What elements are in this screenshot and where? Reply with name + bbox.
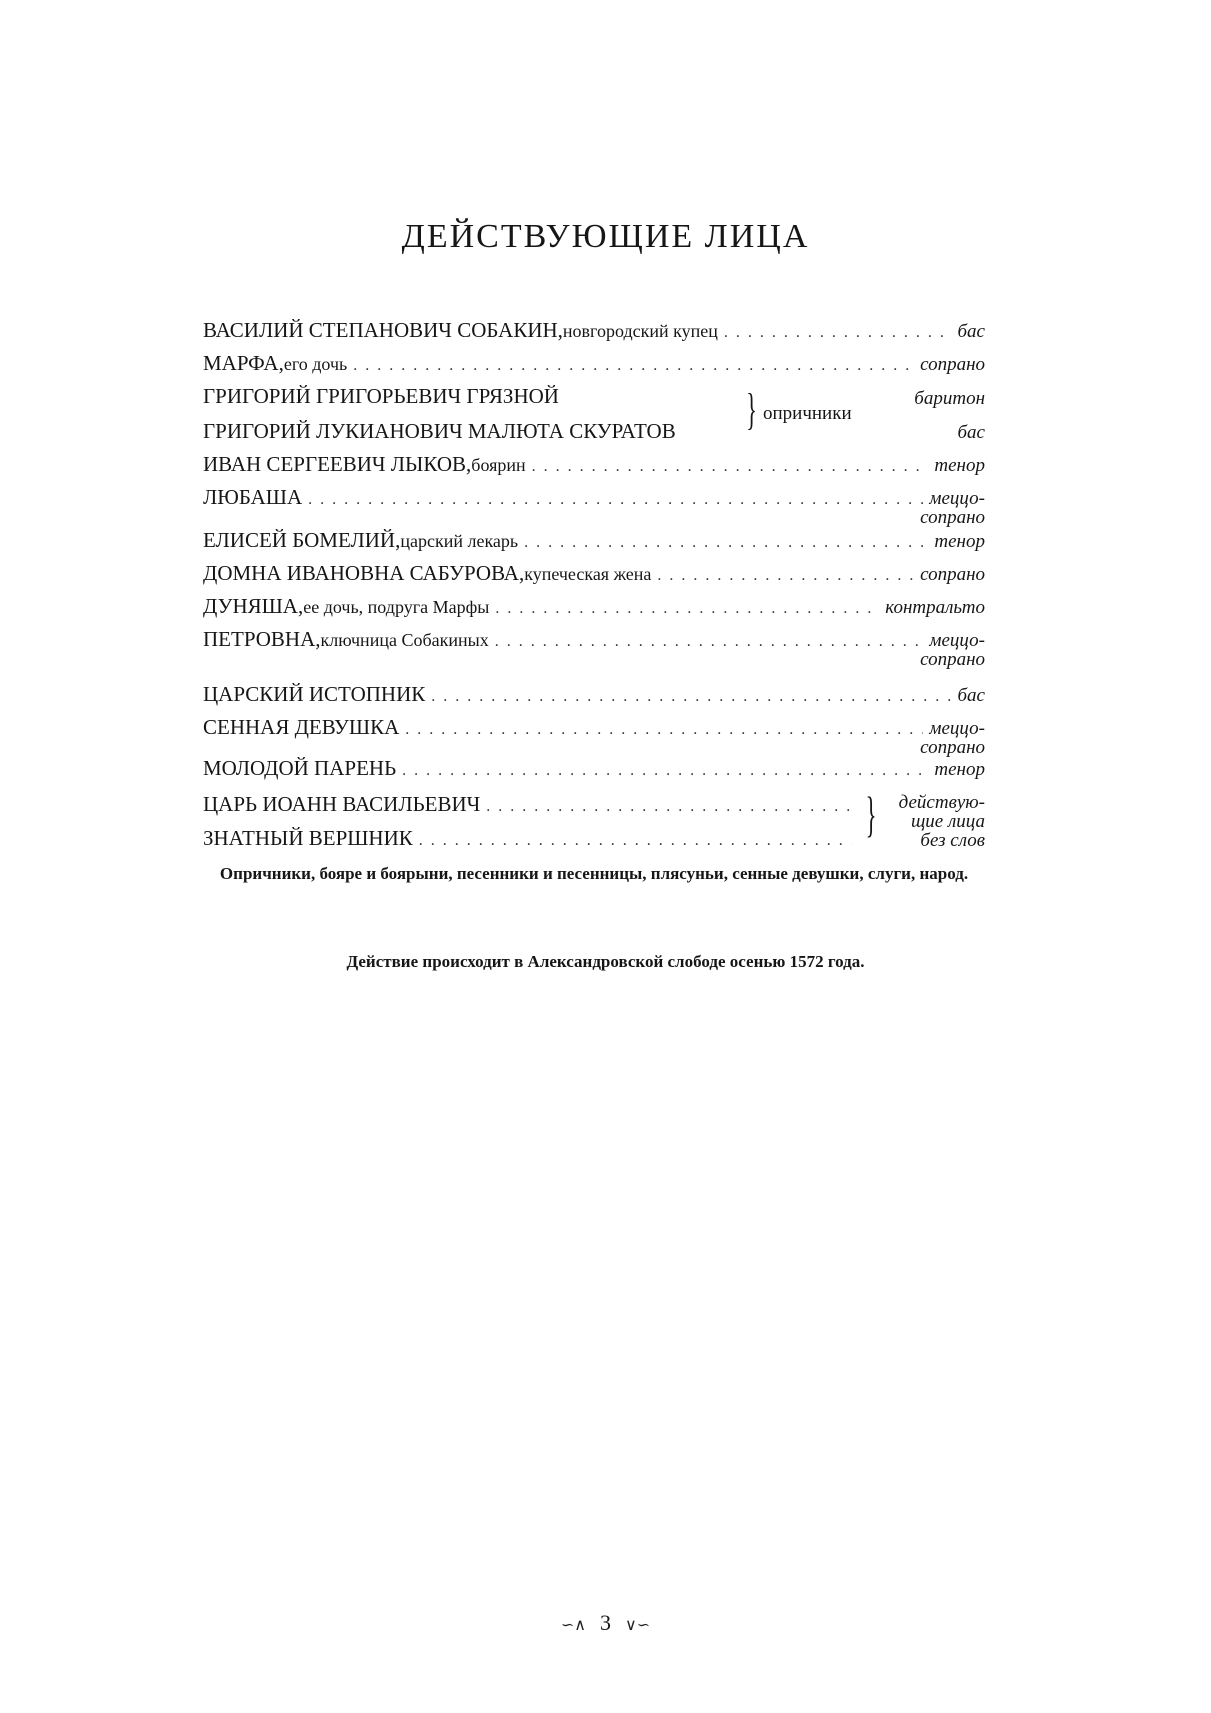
leader-dots [308, 491, 923, 509]
character-name: МОЛОДОЙ ПАРЕНЬ [203, 756, 397, 780]
character-name: ЦАРСКИЙ ИСТОПНИК [203, 682, 426, 706]
ornament-left-icon: ∽∧ [560, 1617, 586, 1634]
character-desc: купеческая жена [524, 564, 652, 584]
voice-type: без слов [920, 830, 985, 851]
character-name: ПЕТРОВНА, [203, 627, 321, 651]
leader-dots [486, 798, 852, 816]
character-desc: новгородский купец [562, 321, 718, 341]
ornament-right-icon: ∨∽ [625, 1617, 651, 1634]
character-row-gryaznoy [203, 384, 723, 409]
voice-type: бас [957, 685, 985, 706]
page-number: 3 [600, 1610, 611, 1635]
character-name: ЦАРЬ ИОАНН ВАСИЛЬЕВИЧ [203, 792, 481, 816]
character-row-dunyasha [203, 594, 985, 619]
character-row-tsar [203, 792, 858, 817]
voice-type-cont: сопрано [920, 649, 985, 670]
leader-dots [532, 458, 929, 476]
brace-icon: } [865, 786, 877, 842]
voice-type-cont: сопрано [920, 737, 985, 758]
leader-dots [431, 688, 951, 706]
leader-dots [402, 762, 928, 780]
voice-type: баритон [914, 388, 985, 409]
character-desc: ключница Собакиных [320, 630, 489, 650]
character-row-vershnik [203, 826, 858, 851]
voice-type: меццо- [929, 630, 985, 651]
character-name: ДОМНА ИВАНОВНА САБУРОВА, [203, 561, 525, 585]
character-desc: боярин [471, 455, 526, 475]
leader-dots [495, 633, 924, 651]
character-row-sobakin [203, 318, 985, 343]
leader-dots [495, 600, 879, 618]
character-row-skuratov [203, 419, 723, 444]
character-row-marfa [203, 351, 985, 376]
character-name: ГРИГОРИЙ ГРИГОРЬЕВИЧ ГРЯЗНОЙ [203, 384, 559, 408]
character-row-lykov [203, 452, 985, 477]
character-row-molodoy-paren [203, 756, 985, 781]
character-row-bomeliy [203, 528, 985, 553]
character-desc: его дочь [283, 354, 348, 374]
leader-dots [657, 567, 914, 585]
character-name: СЕННАЯ ДЕВУШКА [203, 715, 400, 739]
voice-type: бас [957, 321, 985, 342]
voice-type: тенор [934, 759, 985, 780]
voice-type: меццо- [929, 488, 985, 509]
brace-icon: } [746, 385, 757, 434]
character-name: ДУНЯША, [203, 594, 304, 618]
voice-type: сопрано [920, 354, 985, 375]
character-name: ИВАН СЕРГЕЕВИЧ ЛЫКОВ, [203, 452, 472, 476]
leader-dots [405, 721, 923, 739]
voice-type: тенор [934, 531, 985, 552]
leader-dots [524, 534, 928, 552]
silent-roles-middle: щие лица [910, 811, 985, 832]
character-desc: царский лекарь [400, 531, 519, 551]
voice-type: сопрано [920, 564, 985, 585]
character-name: ЛЮБАША [203, 485, 303, 509]
leader-dots [724, 324, 952, 342]
setting-line: Действие происходит в Александровской слободе осенью 1572 года. [346, 952, 865, 971]
voice-type-cont: сопрано [920, 507, 985, 528]
leader-dots [353, 357, 914, 375]
character-row-petrovna [203, 627, 985, 652]
character-row-istopnik [203, 682, 985, 707]
chorus-line: Опричники, бояре и боярыни, песенники и песенницы, плясуньи, сенные девушки, слуги, народ. [219, 864, 969, 883]
character-name: ЗНАТНЫЙ ВЕРШНИК [203, 826, 413, 850]
group-label-oprichniki: опричники [763, 403, 852, 424]
voice-type: действую- [898, 792, 985, 813]
character-name: ГРИГОРИЙ ЛУКИАНОВИЧ МАЛЮТА СКУРАТОВ [203, 419, 676, 443]
character-row-saburova [203, 561, 985, 586]
page-title: ДЕЙСТВУЮЩИЕ ЛИЦА [401, 218, 810, 255]
voice-type: тенор [934, 455, 985, 476]
voice-type: меццо- [929, 718, 985, 739]
voice-type: бас [957, 422, 985, 443]
character-name: МАРФА, [203, 351, 284, 375]
character-name: ВАСИЛИЙ СТЕПАНОВИЧ СОБАКИН, [203, 318, 563, 342]
character-row-lyubasha [203, 485, 985, 510]
leader-dots [419, 832, 852, 850]
voice-type: контральто [885, 597, 985, 618]
character-row-sennaya-devushka [203, 715, 985, 740]
page-number-footer [0, 1610, 1211, 1636]
character-name: ЕЛИСЕЙ БОМЕЛИЙ, [203, 528, 401, 552]
character-desc: ее дочь, подруга Марфы [303, 597, 490, 617]
